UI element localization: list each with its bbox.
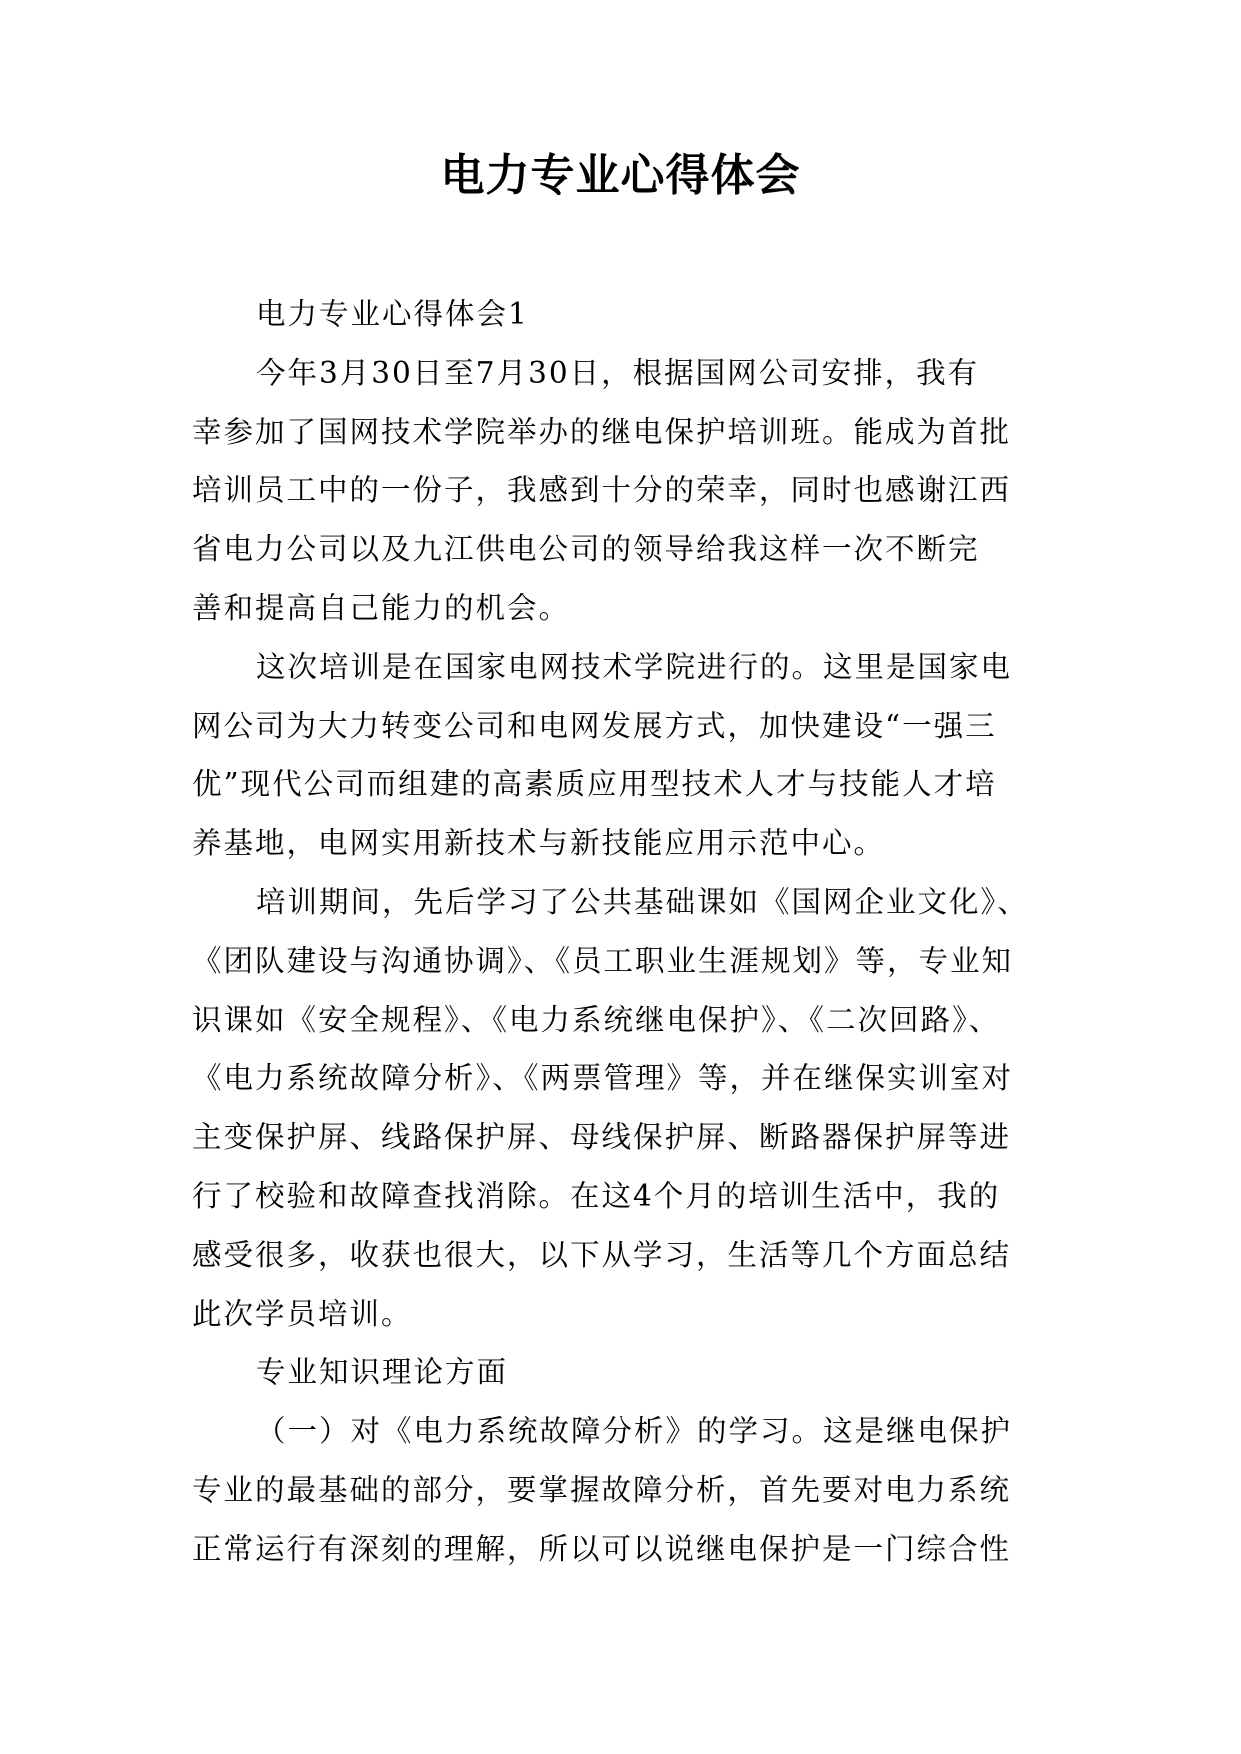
paragraph-line: 识课如《安全规程》、《电力系统继电保护》、《二次回路》、 bbox=[192, 1002, 1001, 1037]
paragraph-line: 优”现代公司而组建的高素质应用型技术人才与技能人才培 bbox=[192, 767, 997, 802]
paragraph-line: 培训员工中的一份子，我感到十分的荣幸，同时也感谢江西 bbox=[192, 473, 1012, 508]
paragraph-line: 《电力系统故障分析》、《两票管理》等，并在继保实训室对 bbox=[192, 1061, 1014, 1096]
paragraph-line: 幸参加了国网技术学院举办的继电保护培训班。能成为首批 bbox=[192, 414, 1012, 449]
paragraph-line: 善和提高自己能力的机会。 bbox=[192, 590, 571, 625]
paragraph-line: 主变保护屏、线路保护屏、母线保护屏、断路器保护屏等进 bbox=[192, 1120, 1012, 1155]
paragraph-line: 《团队建设与沟通协调》、《员工职业生涯规划》等，专业知 bbox=[192, 943, 1014, 978]
paragraph-line: 今年3月30日至7月30日，根据国网公司安排，我有 bbox=[256, 355, 980, 390]
paragraph-line: 此次学员培训。 bbox=[192, 1296, 413, 1331]
paragraph-line: 正常运行有深刻的理解，所以可以说继电保护是一门综合性 bbox=[192, 1531, 1012, 1566]
paragraph-line: 专业的最基础的部分，要掌握故障分析，首先要对电力系统 bbox=[192, 1472, 1012, 1507]
document-title: 电力专业心得体会 bbox=[440, 150, 801, 201]
paragraph-line: 省电力公司以及九江供电公司的领导给我这样一次不断完 bbox=[192, 532, 980, 567]
section-heading: 专业知识理论方面 bbox=[256, 1355, 509, 1390]
paragraph-line: 培训期间，先后学习了公共基础课如《国网企业文化》、 bbox=[256, 884, 1029, 919]
section-heading: 电力专业心得体会1 bbox=[256, 297, 529, 331]
paragraph-line: 网公司为大力转变公司和电网发展方式，加快建设“一强三 bbox=[192, 708, 997, 743]
paragraph-line: 感受很多，收获也很大，以下从学习，生活等几个方面总结 bbox=[192, 1237, 1012, 1272]
paragraph-line: 这次培训是在国家电网技术学院进行的。这里是国家电 bbox=[256, 649, 1013, 684]
paragraph-line: 养基地，电网实用新技术与新技能应用示范中心。 bbox=[192, 826, 886, 861]
paragraph-line: 行了校验和故障查找消除。在这4个月的培训生活中，我的 bbox=[192, 1178, 1001, 1213]
paragraph-line: （一）对《电力系统故障分析》的学习。这是继电保护 bbox=[256, 1414, 1013, 1449]
document-body bbox=[192, 285, 1072, 1579]
